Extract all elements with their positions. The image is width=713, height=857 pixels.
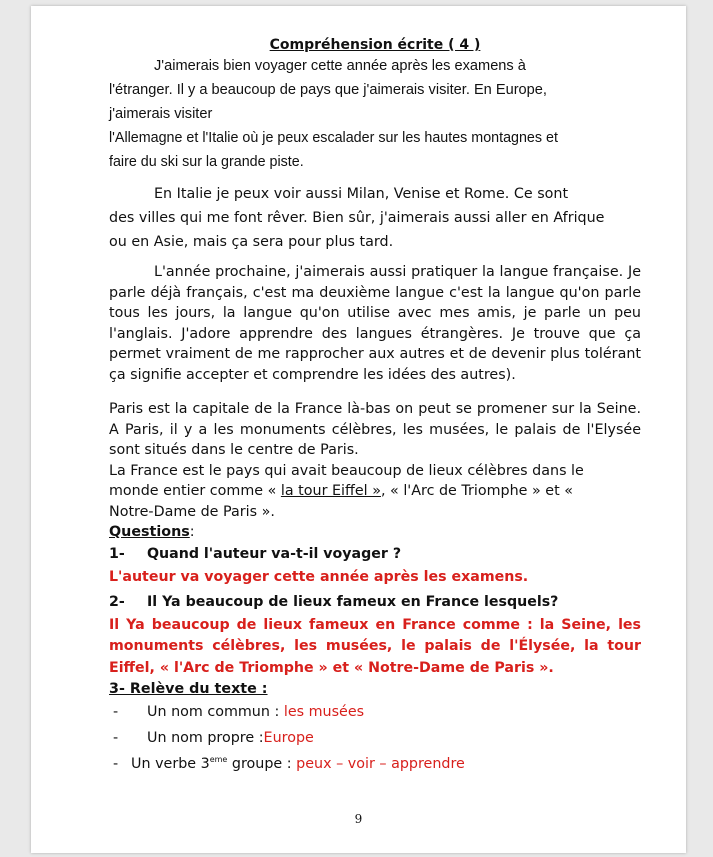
paragraph-2 [109, 182, 641, 254]
list-item [109, 725, 641, 751]
paragraph-1 [109, 54, 641, 174]
releve-heading: 3- Relève du texte : [109, 681, 268, 697]
para5-line2 [109, 481, 641, 502]
tour-eiffel-link[interactable]: la tour Eiffel » [280, 483, 381, 499]
answer-1: L'auteur va voyager cette année après les examens. [109, 569, 529, 585]
list-item [109, 751, 641, 777]
para5-line1: La France est le pays qui avait beaucoup de lieux célèbres dans le [109, 462, 584, 479]
questions-heading-label: Questions [109, 524, 190, 540]
item-value: peux – voir – apprendre [296, 756, 465, 772]
page-number: 9 [354, 812, 363, 826]
list-dash: - [113, 730, 119, 746]
para1-line1: J'aimerais bien voyager cette année après les examens à [154, 58, 526, 74]
para2-line1: En Italie je peux voir aussi Milan, Venise et Rome. Ce sont [154, 186, 569, 202]
releve-list [109, 699, 641, 777]
item-value: Europe [263, 730, 314, 746]
item-label: Un verbe 3 [131, 756, 210, 772]
questions-heading-colon: : [189, 524, 195, 540]
paragraph-5 [109, 461, 641, 523]
paragraph-4: Paris est la capitale de la France là-bas on peut se promener sur la Seine. A Paris, il y a les monuments célèbres, les musées, le palais de l'Elysée sont situés dans le centre de Paris. [109, 401, 641, 458]
para5-line2-start: monde entier comme « [109, 483, 281, 499]
question-1-text: Quand l'auteur va-t-il voyager ? [147, 546, 402, 562]
question-2 [109, 591, 641, 613]
para1-line2: l'étranger. Il y a beaucoup de pays que j'aimerais visiter. En Europe, [109, 82, 547, 98]
document-page [31, 6, 686, 853]
para1-line5: faire du ski sur la grande piste. [109, 154, 304, 170]
question-1 [109, 543, 641, 565]
question-2-text: Il Ya beaucoup de lieux fameux en France lesquels? [147, 593, 559, 610]
paragraph-3: L'année prochaine, j'aimerais aussi pratiquer la langue française. Je parle déjà français, c'est ma deuxième langue c'est la langue qu'on parle tous les jours, la langue qu'on utilise avec mes amis, je parle un peu l'anglais. J'adore apprendre des langues étrangères. Je trouve que ça permet vraiment de me rapprocher aux autres et de devenir plus tolérant ça signifie accepter et comprendre les idées des autres). [109, 264, 641, 383]
para5-line3: Notre-Dame de Paris ». [109, 503, 275, 520]
question-1-number: 1- [109, 546, 125, 562]
item-label: Un nom propre : [147, 730, 264, 746]
answer-2: Il Ya beaucoup de lieux fameux en France comme : la Seine, les monuments célèbres, les musées, le palais de l'Élysée, la tour Eiffel, « l'Arc de Triomphe » et « Notre-Dame de Paris ». [109, 616, 641, 676]
document-content [109, 36, 641, 777]
item-label: Un nom commun : [147, 704, 284, 720]
para1-line3: j'aimerais visiter [109, 106, 213, 122]
list-item [109, 699, 641, 725]
item-superscript: eme [209, 755, 228, 765]
item-label-end: groupe : [227, 756, 297, 772]
para5-line2-end: , « l'Arc de Triomphe » et « [380, 483, 574, 499]
question-2-number: 2- [109, 593, 125, 610]
para2-line3: ou en Asie, mais ça sera pour plus tard. [109, 234, 394, 250]
para1-line4: l'Allemagne et l'Italie où je peux escalader sur les hautes montagnes et [109, 130, 558, 146]
list-dash: - [113, 704, 119, 720]
page-title: Compréhension écrite ( 4 ) [269, 37, 481, 53]
item-value: les musées [283, 704, 365, 720]
list-dash: - [113, 756, 119, 772]
questions-heading [109, 522, 641, 543]
para2-line2: des villes qui me font rêver. Bien sûr, j'aimerais aussi aller en Afrique [109, 210, 605, 226]
